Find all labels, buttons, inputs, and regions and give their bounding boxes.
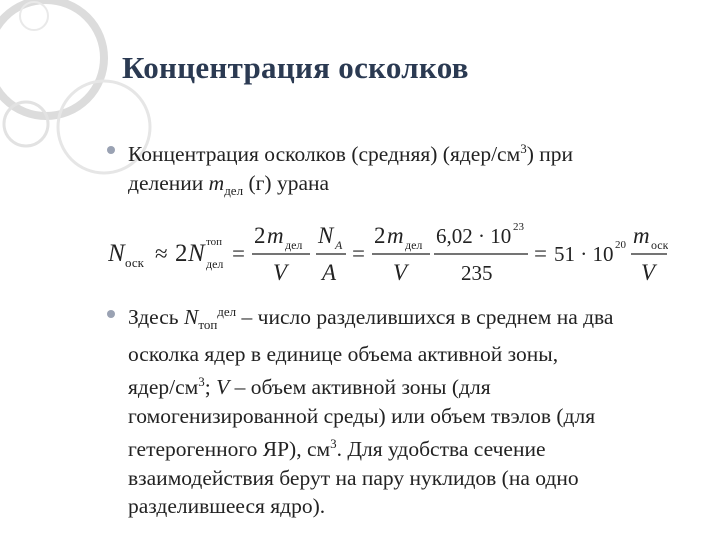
formula-number: 2 xyxy=(374,223,386,248)
formula-symbol: N xyxy=(188,240,205,267)
superscript: 3 xyxy=(198,374,205,389)
formula-superscript: 20 xyxy=(615,239,626,251)
formula-superscript: 23 xyxy=(513,221,524,233)
formula-operator: = xyxy=(534,241,547,266)
formula-symbol: V xyxy=(273,260,288,285)
formula-number: 6,02 · 10 xyxy=(436,224,512,248)
formula-operator: = xyxy=(352,241,365,266)
formula-symbol: V xyxy=(393,260,408,285)
formula-operator: ≈ xyxy=(155,241,168,266)
superscript: 3 xyxy=(520,141,527,156)
formula-number: 235 xyxy=(461,261,493,285)
formula-operator: = xyxy=(232,241,245,266)
math-variable: V xyxy=(216,375,230,399)
formula-symbol: V xyxy=(641,260,656,285)
paragraph-line xyxy=(128,135,573,169)
text-span: Концентрация осколков (средняя) (ядер/см xyxy=(128,142,521,166)
text-span: – объем активной зоны (для xyxy=(229,375,491,399)
paragraph-line: осколка ядер в единице объема активной зоны, xyxy=(128,341,559,366)
text-span: ядер/см xyxy=(128,375,199,399)
formula-symbol: N xyxy=(108,240,125,267)
text-span: гетерогенного ЯР), см xyxy=(128,437,331,461)
formula-symbol: N xyxy=(318,223,334,248)
formula-superscript: топ xyxy=(206,236,223,248)
text-span: (г) урана xyxy=(243,170,330,195)
formula-subscript: оск xyxy=(125,255,144,270)
formula-symbol: A xyxy=(322,260,337,285)
paragraph-line xyxy=(128,368,613,402)
paragraph-line xyxy=(128,298,613,340)
bullet-marker xyxy=(107,146,115,154)
formula-subscript: A xyxy=(335,238,343,252)
formula-subscript: дел xyxy=(285,238,303,252)
text-span: делении xyxy=(128,170,209,195)
superscript: 3 xyxy=(330,436,337,451)
formula-subscript: дел xyxy=(405,238,423,252)
formula-number: 2 xyxy=(175,240,188,267)
text-span: ) при xyxy=(526,142,573,166)
formula-number: 2 xyxy=(254,223,266,248)
subscript: дел xyxy=(224,182,244,198)
math-variable: N xyxy=(183,305,199,329)
subscript: топ xyxy=(198,317,218,332)
formula-symbol: m xyxy=(387,223,404,248)
math-variable: m xyxy=(208,170,225,195)
text-span: – число разделившихся в среднем на два xyxy=(236,305,614,329)
paragraph-line: гомогенизированной среды) или объем твэлов (для xyxy=(128,403,596,428)
bullet-paragraph-2 xyxy=(128,298,613,521)
text-span: Здесь xyxy=(128,305,184,329)
formula-subscript: дел xyxy=(206,257,224,271)
formula-symbol: m xyxy=(267,223,284,248)
paragraph-line: разделившееся ядро). xyxy=(128,494,326,518)
text-span: . Для удобства сечение xyxy=(336,437,546,461)
paragraph-line xyxy=(128,169,573,206)
formula-number: 51 · 10 xyxy=(554,242,614,266)
paragraph-line: взаимодействия берут на пару нуклидов (на одно xyxy=(128,465,579,490)
formula-subscript: оск xyxy=(651,238,668,252)
bullet-marker xyxy=(107,310,115,318)
concentration-formula xyxy=(108,216,668,292)
text-span: ; xyxy=(204,375,217,399)
superscript: дел xyxy=(217,304,237,319)
bullet-paragraph-1 xyxy=(128,135,573,205)
slide-title: Концентрация осколков xyxy=(122,50,469,85)
formula-symbol: m xyxy=(633,223,650,248)
paragraph-line xyxy=(128,430,613,464)
